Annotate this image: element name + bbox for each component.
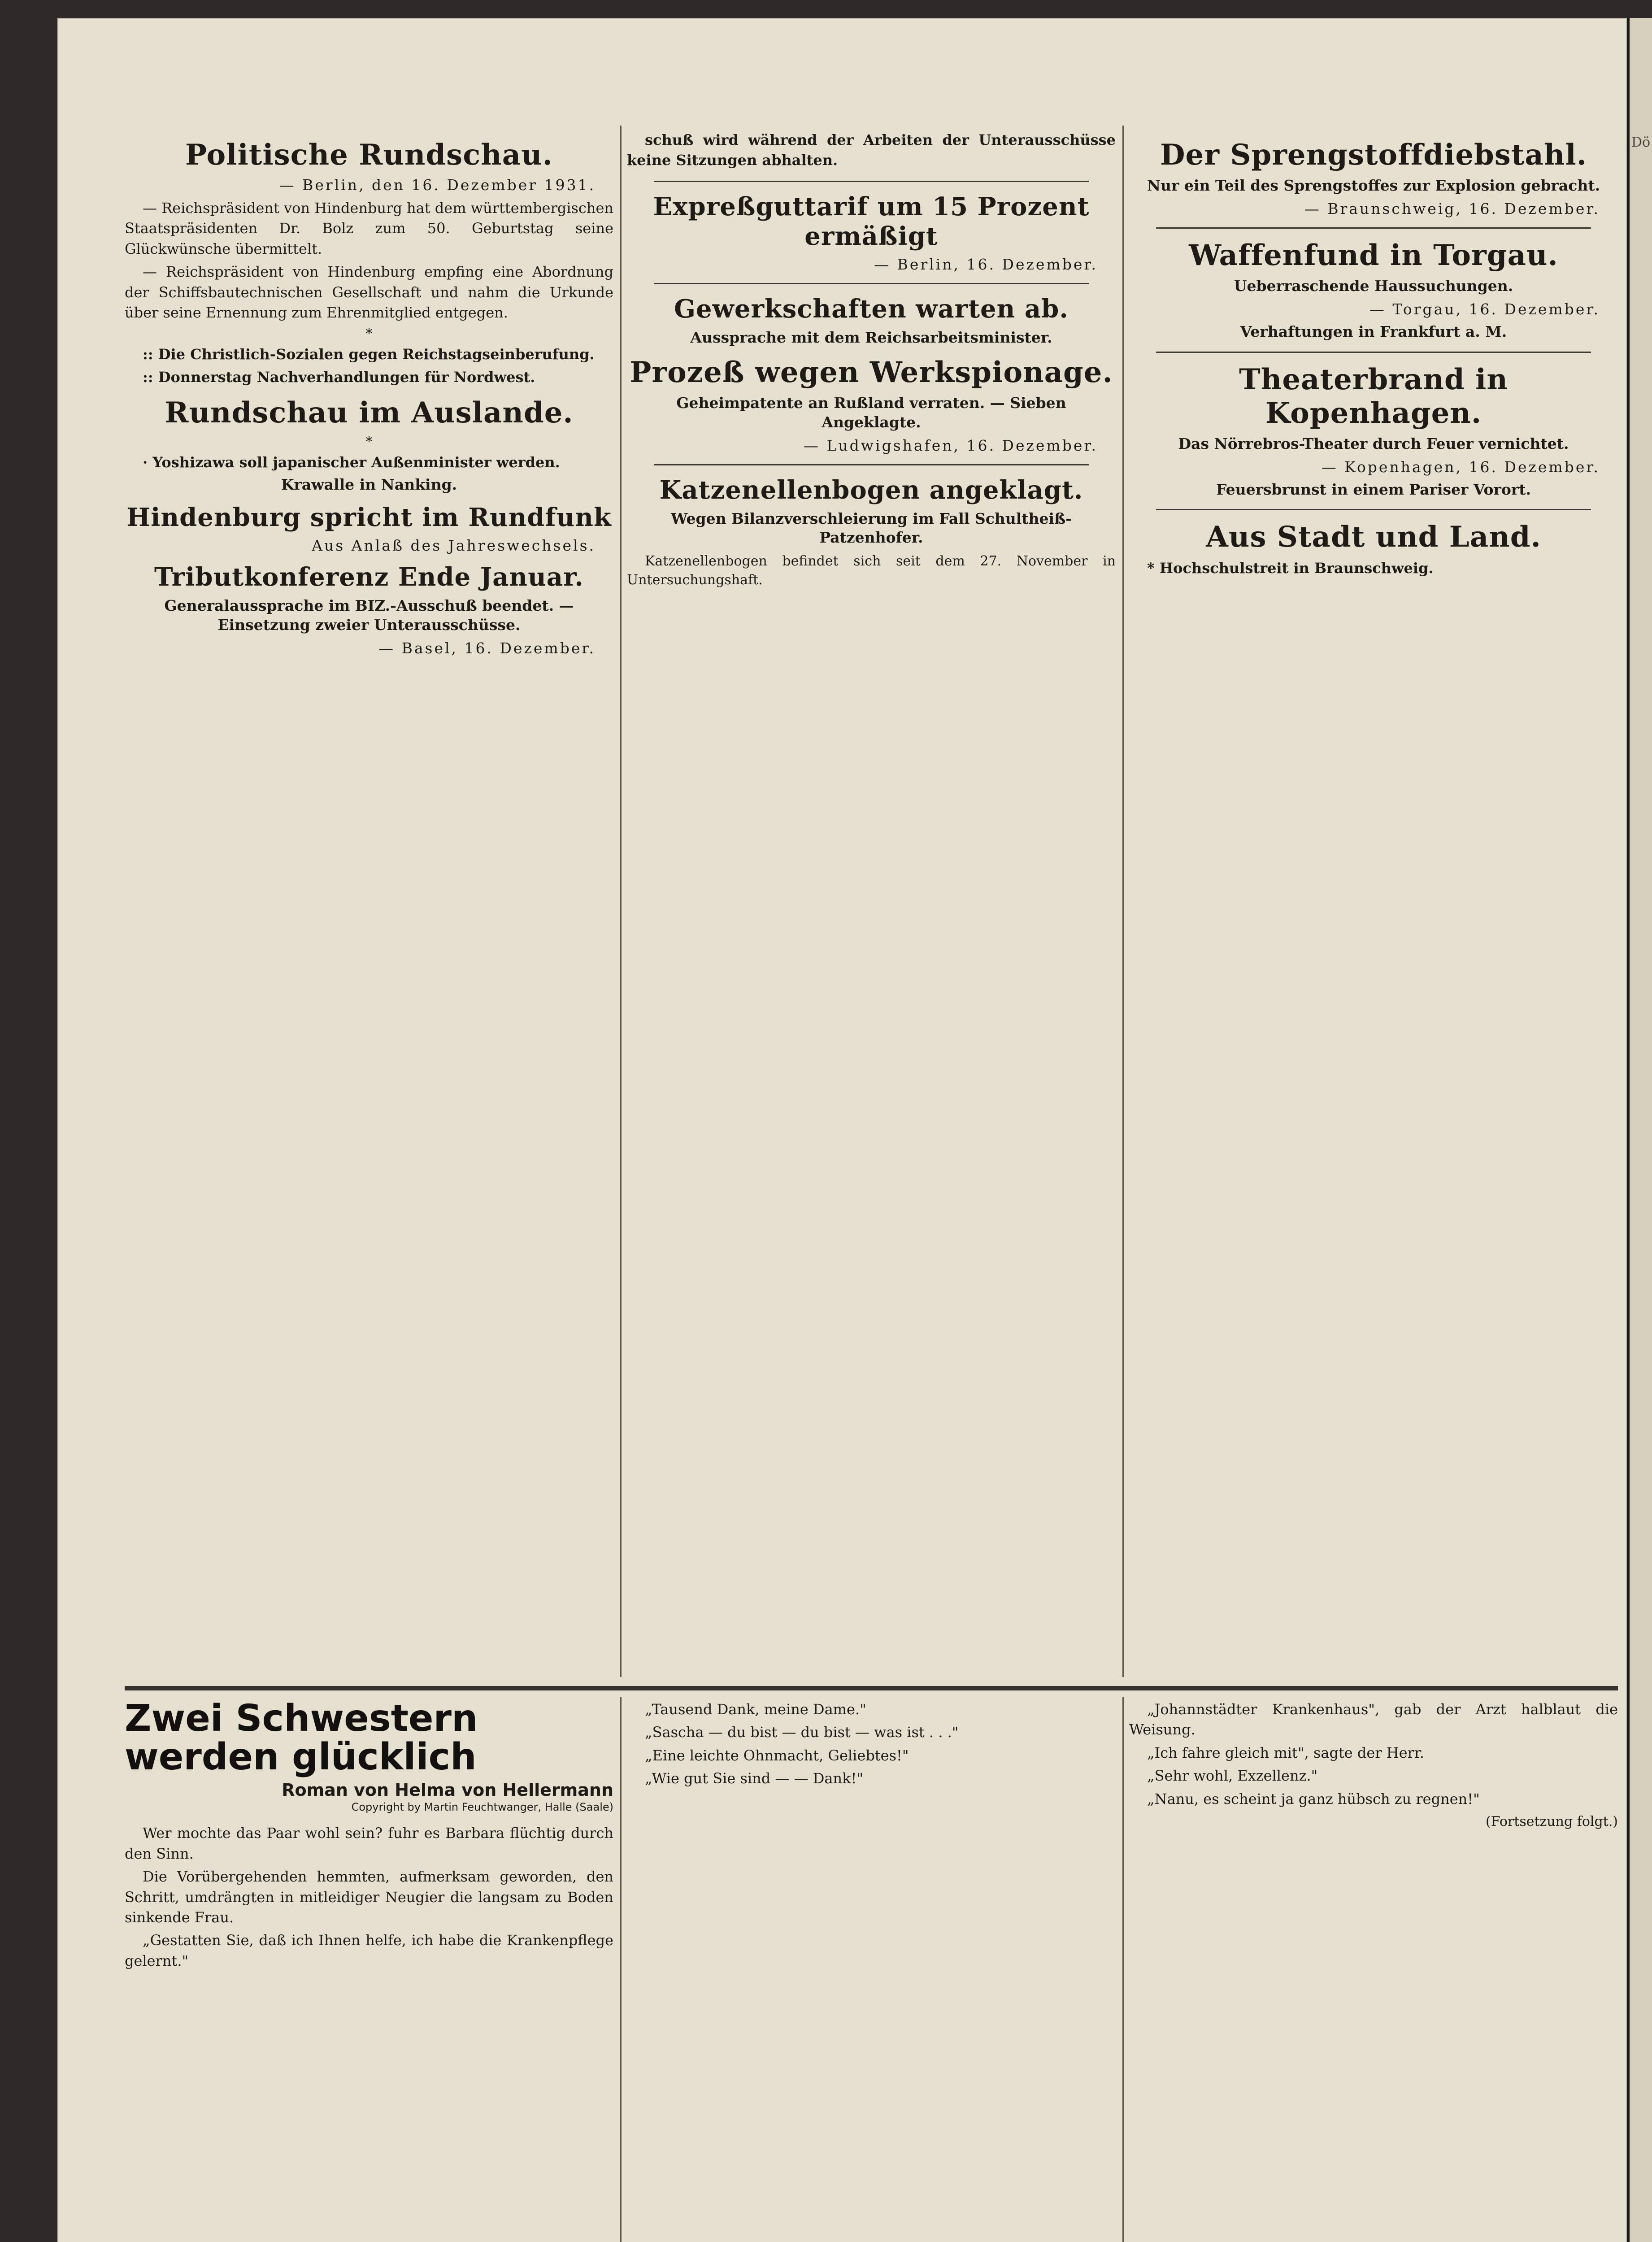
news-column-2: [627, 130, 1116, 1668]
article-subheading: Wegen Bilanzverschleierung im Fall Schultheiß-Patzenhofer.: [671, 509, 1072, 547]
serial-paragraph: „Sascha — du bist — du bist — was ist . . .": [645, 1724, 959, 1741]
article-paragraph: · Yoshizawa soll japanischer Außenminister werden.: [143, 453, 560, 471]
news-column-3: [1129, 130, 1618, 1668]
article-paragraph: :: Die Christlich-Sozialen gegen Reichstagseinberufung.: [143, 345, 595, 363]
dateline: — Kopenhagen, 16. Dezember.: [1321, 458, 1600, 476]
serial-body: [125, 1823, 613, 1971]
article-subheading: Nur ein Teil des Sprengstoffes zur Explosion gebracht.: [1147, 177, 1600, 194]
serial-author: Roman von Helma von Hellermann: [282, 1780, 613, 1800]
serial-paragraph: „Gestatten Sie, daß ich Ihnen helfe, ich habe die Krankenpflege gelernt.": [125, 1932, 613, 1969]
column-rule: [1122, 1697, 1124, 2242]
article-subheading: Das Nörrebros-Theater durch Feuer vernichtet.: [1178, 434, 1569, 452]
article-divider: [654, 464, 1089, 465]
article-paragraph: * Hochschulstreit in Braunschweig.: [1147, 560, 1434, 577]
article-paragraph: schuß wird während der Arbeiten der Unterausschüsse keine Sitzungen abhalten.: [627, 131, 1116, 169]
serial-column-2: [627, 1699, 1116, 2242]
column-rule: [620, 1697, 622, 2242]
dateline: — Basel, 16. Dezember.: [378, 639, 596, 657]
serial-title-line: Zwei Schwestern: [125, 1699, 478, 1740]
article-divider: [654, 283, 1089, 284]
article-subheading: Ueberraschende Haussuchungen.: [1234, 277, 1513, 295]
column-rule: [620, 126, 622, 1677]
serial-paragraph: Wer mochte das Paar wohl sein? fuhr es Barbara flüchtig durch den Sinn.: [125, 1825, 613, 1862]
serial-copyright: Copyright by Martin Feuchtwanger, Halle (Saale): [351, 1801, 613, 1814]
separator-asterisk: *: [365, 434, 373, 450]
feuilleton-divider: [125, 1686, 1618, 1690]
article-divider: [1156, 352, 1591, 353]
serial-title-line: werden glücklich: [125, 1736, 477, 1779]
serial-paragraph: Die Vorübergehenden hemmten, aufmerksam geworden, den Schritt, umdrängten in mitleidiger Neugier die langsam zu Boden sinkende Frau.: [125, 1868, 613, 1926]
news-column-1: [125, 130, 613, 1668]
article-headline: Hindenburg spricht im Rundfunk: [126, 502, 612, 532]
column-rule: [1122, 126, 1124, 1677]
article-headline: Expreßguttarif um 15 Prozent ermäßigt: [653, 191, 1090, 251]
serial-paragraph: „Ich fahre gleich mit", sagte der Herr.: [1147, 1744, 1424, 1761]
article-headline: Der Sprengstoffdiebstahl.: [1160, 138, 1587, 172]
article-headline: Tributkonferenz Ende Januar.: [154, 562, 584, 592]
separator-asterisk: *: [365, 326, 373, 342]
serial-paragraph: „Johannstädter Krankenhaus", gab der Arzt halblaut die Weisung.: [1129, 1701, 1618, 1738]
next-page-edge: [1627, 18, 1652, 2242]
serial-paragraph: „Tausend Dank, meine Dame.": [645, 1701, 866, 1718]
serial-paragraph: „Wie gut Sie sind — — Dank!": [645, 1770, 864, 1787]
dateline: — Braunschweig, 16. Dezember.: [1304, 200, 1600, 217]
article-divider: [1156, 509, 1591, 510]
article-headline: Politische Rundschau.: [185, 138, 553, 172]
article-paragraph: — Reichspräsident von Hindenburg empfing eine Abordnung der Schiffsbautechnischen Gesellschaft und nahm die Urkunde über seine Ernennung zum Ehrenmitglied entgegen.: [125, 263, 613, 322]
article-headline: Gewerkschaften warten ab.: [674, 294, 1069, 324]
serial-body: [1129, 1699, 1618, 1809]
article-subheading: Krawalle in Nanking.: [281, 475, 457, 493]
serial-paragraph: „Sehr wohl, Exzellenz.": [1147, 1767, 1318, 1785]
article-headline: Theaterbrand in Kopenhagen.: [1239, 362, 1508, 430]
serial-column-3: [1129, 1699, 1618, 2242]
article-subheading: Feuersbrunst in einem Pariser Vorort.: [1216, 480, 1531, 498]
article-headline: Aus Stadt und Land.: [1206, 520, 1541, 554]
article-paragraph: Katzenellenbogen befindet sich seit dem 27. November in Untersuchungshaft.: [627, 553, 1116, 588]
serial-title: [125, 1699, 613, 1777]
article-paragraph: :: Donnerstag Nachverhandlungen für Nordwest.: [143, 369, 535, 386]
dateline: — Berlin, 16. Dezember.: [874, 255, 1098, 273]
article-divider: [654, 181, 1089, 182]
article-subheading: Aussprache mit dem Reichsarbeitsminister.: [690, 328, 1052, 346]
serial-paragraph: „Nanu, es scheint ja ganz hübsch zu regnen!": [1147, 1790, 1480, 1808]
dateline: — Berlin, den 16. Dezember 1931.: [279, 176, 596, 194]
article-headline: Rundschau im Auslande.: [165, 395, 574, 430]
dateline: — Torgau, 16. Dezember.: [1369, 300, 1600, 318]
newspaper-page: [57, 18, 1627, 2242]
dateline: — Ludwigshafen, 16. Dezember.: [803, 436, 1098, 454]
article-subheading: Verhaftungen in Frankfurt a. M.: [1240, 322, 1507, 340]
article-paragraph: — Reichspräsident von Hindenburg hat dem württembergischen Staatspräsidenten Dr. Bolz zum 50. Geburtstag seine Glückwünsche übermittelt.: [125, 200, 613, 257]
serial-column-1: [125, 1699, 613, 2242]
article-subheading: Geheimpatente an Rußland verraten. — Sieben Angeklagte.: [676, 394, 1066, 431]
edge-fragment: Dö: [1631, 135, 1651, 150]
continuation-note: (Fortsetzung folgt.): [1486, 1814, 1618, 1830]
dateline: Aus Anlaß des Jahreswechsels.: [312, 536, 596, 554]
article-headline: Katzenellenbogen angeklagt.: [659, 475, 1083, 505]
serial-paragraph: „Eine leichte Ohnmacht, Geliebtes!": [645, 1747, 909, 1764]
article-headline: Waffenfund in Torgau.: [1189, 238, 1558, 272]
article-headline: Prozeß wegen Werkspionage.: [630, 355, 1113, 389]
article-divider: [1156, 227, 1591, 229]
article-subheading: Generalaussprache im BIZ.-Ausschuß beendet. — Einsetzung zweier Unterausschüsse.: [164, 596, 574, 634]
serial-body: [627, 1699, 1116, 1789]
